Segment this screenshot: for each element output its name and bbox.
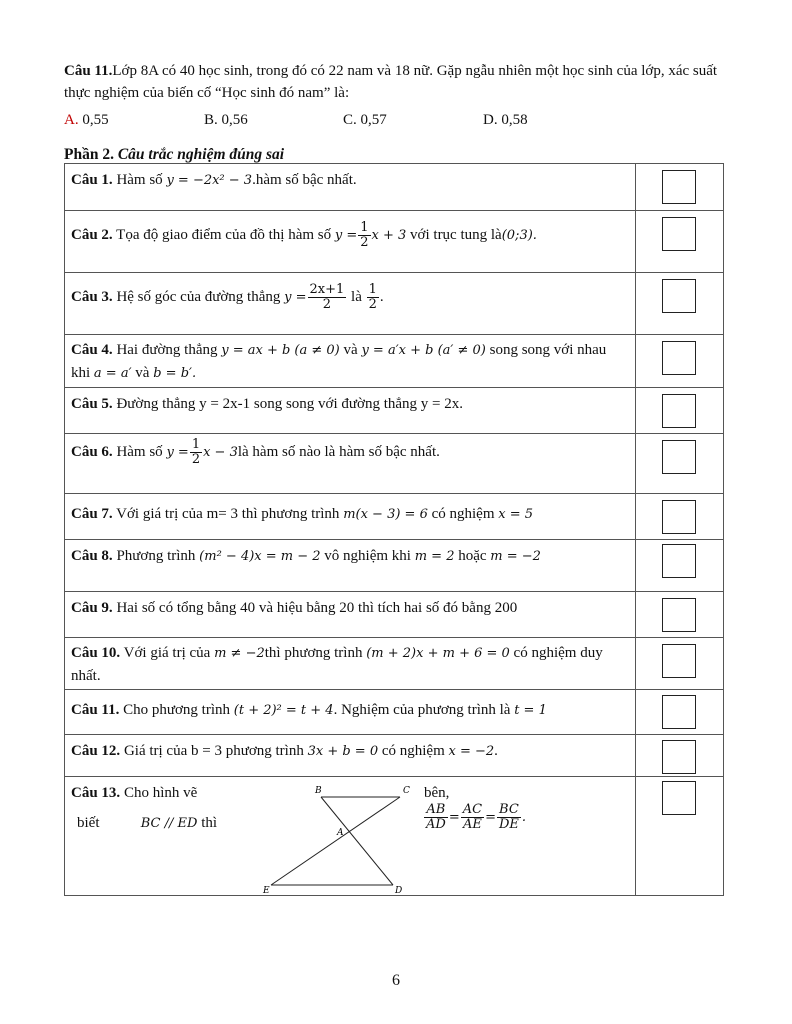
option-a[interactable]: A. 0,55 [64, 112, 109, 128]
answer-checkbox-6[interactable] [662, 440, 696, 474]
question-11: Câu 11. Cho phương trình (t + 2)² = t + 4. Nghiệm của phương trình là t = 1 [65, 690, 636, 735]
option-c[interactable]: C. 0,57 [343, 112, 387, 128]
answer-checkbox-13[interactable] [662, 781, 696, 815]
question-12: Câu 12. Giá trị của b = 3 phương trình 3x + b = 0 có nghiệm x = −2. [65, 735, 636, 777]
table-row [65, 273, 724, 335]
table-row [65, 434, 724, 494]
option-b[interactable]: B. 0,56 [204, 112, 248, 128]
question-2: Câu 2. Tọa độ giao điểm của đồ thị hàm số y = $\frac{1}{2}$ x + 3 với trục tung là(0;3). [65, 211, 636, 273]
true-false-table [64, 163, 724, 896]
table-row [65, 777, 724, 896]
option-d[interactable]: D. 0,58 [483, 112, 528, 128]
question-8: Câu 8. Phương trình (m² − 4)x = m − 2 vô nghiệm khi m = 2 hoặc m = −2 [65, 540, 636, 592]
answer-checkbox-1[interactable] [662, 170, 696, 204]
answer-checkbox-11[interactable] [662, 695, 696, 729]
answer-checkbox-8[interactable] [662, 544, 696, 578]
question-11-label: Câu 11. [64, 63, 113, 79]
answer-checkbox-10[interactable] [662, 644, 696, 678]
question-1: Câu 1. Hàm số y = −2x² − 3.hàm số bậc nhất. [65, 164, 636, 211]
answer-checkbox-7[interactable] [662, 500, 696, 534]
answer-checkbox-2[interactable] [662, 217, 696, 251]
table-row [65, 592, 724, 638]
answer-checkbox-12[interactable] [662, 740, 696, 774]
point-c-label: C [403, 786, 410, 796]
table-row [65, 211, 724, 273]
answer-checkbox-4[interactable] [662, 341, 696, 375]
question-7: Câu 7. Với giá trị của m= 3 thì phương trình m(x − 3) = 6 có nghiệm x = 5 [65, 494, 636, 540]
question-4: Câu 4. Hai đường thẳng y = ax + b (a ≠ 0) và y = a′x + b (a′ ≠ 0) song song với nhau khi a = a′ và b = b′. [65, 335, 636, 388]
segment-ce [271, 797, 400, 885]
table-row [65, 388, 724, 434]
part-2-heading: Phần 2. Câu trắc nghiệm đúng sai [64, 146, 285, 163]
geometry-figure [253, 785, 423, 895]
answer-checkbox-9[interactable] [662, 598, 696, 632]
question-10: Câu 10. Với giá trị của m ≠ −2thì phương trình (m + 2)x + m + 6 = 0 có nghiệm duy nhất. [65, 638, 636, 690]
question-9: Câu 9. Hai số có tổng bằng 40 và hiệu bằng 20 thì tích hai số đó bằng 200 [65, 592, 636, 638]
table-row [65, 335, 724, 388]
question-3: Câu 3. Hệ số góc của đường thẳng y = $\frac{2x+1}{2}$ là $\frac{1}{2}$ . [65, 273, 636, 335]
question-5: Câu 5. Đường thẳng y = 2x-1 song song với đường thẳng y = 2x. [65, 388, 636, 434]
answer-checkbox-3[interactable] [662, 279, 696, 313]
question-11-mcq [64, 60, 734, 104]
point-a-label: A [337, 828, 344, 838]
question-11-options [64, 112, 734, 134]
page-number: 6 [392, 972, 400, 989]
question-13: Câu 13. Cho hình vẽ biết BC // ED thì bên, $\frac{AB}{AD}$ = $\frac{AC}{AE}$ = $\frac{BC}{DE}$ . B C A E D [65, 777, 636, 896]
point-e-label: E [263, 886, 270, 895]
table-row [65, 638, 724, 690]
answer-checkbox-5[interactable] [662, 394, 696, 428]
question-6: Câu 6. Hàm số y = $\frac{1}{2}$ x − 3là hàm số nào là hàm số bậc nhất. [65, 434, 636, 494]
point-d-label: D [395, 886, 403, 895]
segment-bd [321, 797, 393, 885]
table-row [65, 164, 724, 211]
question-11-text: Lớp 8A có 40 học sinh, trong đó có 22 nam và 18 nữ. Gặp ngẫu nhiên một học sinh của lớp, xác suất thực nghiệm của biến cố “Học sinh đó nam” là: [64, 63, 718, 101]
point-b-label: B [315, 786, 322, 796]
table-row [65, 690, 724, 735]
table-row [65, 735, 724, 777]
table-row [65, 540, 724, 592]
table-row [65, 494, 724, 540]
